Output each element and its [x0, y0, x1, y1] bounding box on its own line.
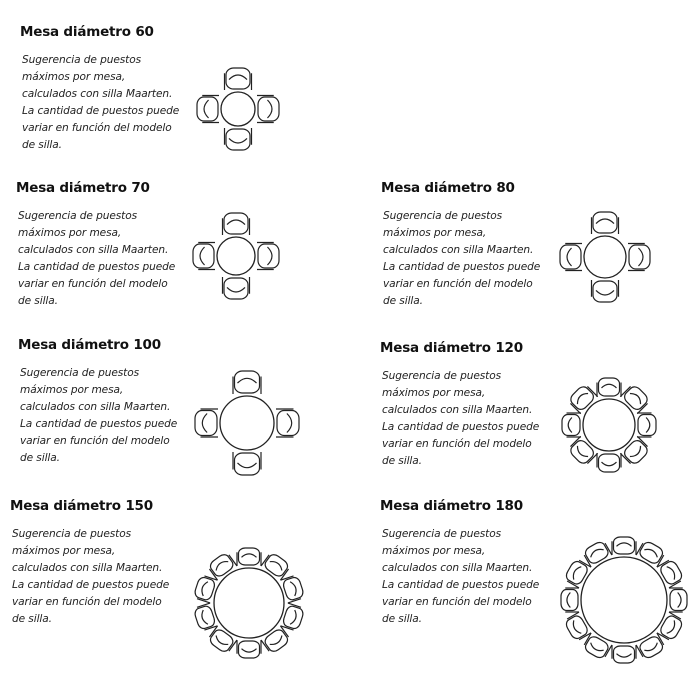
table-layout-diagram — [188, 363, 306, 483]
round-table-icon — [221, 92, 255, 126]
table-card-60 — [20, 24, 360, 184]
chair-icon — [669, 588, 687, 612]
table-layout-diagram — [550, 526, 698, 674]
table-title: Mesa diámetro 60 — [20, 24, 154, 40]
table-layout-diagram — [188, 54, 288, 164]
chair-icon — [233, 452, 261, 475]
round-table-icon — [214, 568, 284, 638]
table-card-70 — [16, 180, 356, 340]
table-card-120 — [380, 340, 700, 500]
chair-icon — [612, 645, 636, 663]
table-title: Mesa diámetro 100 — [18, 337, 161, 353]
chair-icon — [257, 96, 279, 123]
table-description: Sugerencia de puestos máximos por mesa, calculados con silla Maarten. La cantidad de puestos puede variar en función del modelo de silla. — [382, 370, 540, 467]
chair-icon — [223, 277, 250, 299]
table-layout-diagram — [180, 534, 318, 672]
chair-icon — [562, 413, 581, 437]
round-table-icon — [581, 557, 667, 643]
table-layout-diagram — [186, 208, 286, 304]
chair-icon — [597, 453, 621, 472]
table-description: Sugerencia de puestos máximos por mesa, calculados con silla Maarten. La cantidad de puestos puede variar en función del modelo de silla. — [12, 528, 170, 625]
table-title: Mesa diámetro 80 — [381, 180, 515, 196]
table-title: Mesa diámetro 70 — [16, 180, 150, 196]
table-description: Sugerencia de puestos máximos por mesa, calculados con silla Maarten. La cantidad de puestos puede variar en función del modelo de silla. — [383, 210, 541, 307]
chair-icon — [223, 213, 250, 235]
chair-icon — [560, 244, 582, 271]
chair-icon — [237, 548, 261, 566]
table-description: Sugerencia de puestos máximos por mesa, calculados con silla Maarten. La cantidad de puestos puede variar en función del modelo de silla. — [20, 367, 178, 464]
chair-icon — [197, 96, 219, 123]
table-description: Sugerencia de puestos máximos por mesa, calculados con silla Maarten. La cantidad de puestos puede variar en función del modelo de silla. — [382, 528, 540, 625]
table-layout-diagram — [554, 370, 664, 480]
chair-icon — [597, 378, 621, 397]
chair-icon — [225, 128, 252, 150]
table-title: Mesa diámetro 180 — [380, 498, 523, 514]
round-table-icon — [583, 399, 635, 451]
table-title: Mesa diámetro 120 — [380, 340, 523, 356]
table-title: Mesa diámetro 150 — [10, 498, 153, 514]
chair-icon — [592, 280, 619, 302]
round-table-icon — [220, 396, 274, 450]
table-card-150 — [10, 498, 350, 658]
chair-icon — [637, 413, 656, 437]
round-table-icon — [217, 237, 255, 275]
chair-icon — [628, 244, 650, 271]
chair-icon — [195, 409, 218, 437]
chair-icon — [225, 68, 252, 90]
table-card-180 — [380, 498, 700, 658]
table-layout-diagram — [550, 204, 660, 310]
chair-icon — [237, 640, 261, 658]
table-description: Sugerencia de puestos máximos por mesa, calculados con silla Maarten. La cantidad de puestos puede variar en función del modelo de silla. — [18, 210, 176, 307]
chair-icon — [233, 371, 261, 394]
chair-icon — [561, 588, 579, 612]
chair-icon — [592, 212, 619, 234]
chair-icon — [612, 537, 636, 555]
table-description: Sugerencia de puestos máximos por mesa, calculados con silla Maarten. La cantidad de puestos puede variar en función del modelo de silla. — [22, 54, 180, 151]
chair-icon — [257, 243, 279, 270]
round-table-icon — [584, 236, 626, 278]
table-card-80 — [381, 180, 700, 340]
table-card-100 — [18, 337, 358, 497]
chair-icon — [276, 409, 299, 437]
chair-icon — [193, 243, 215, 270]
